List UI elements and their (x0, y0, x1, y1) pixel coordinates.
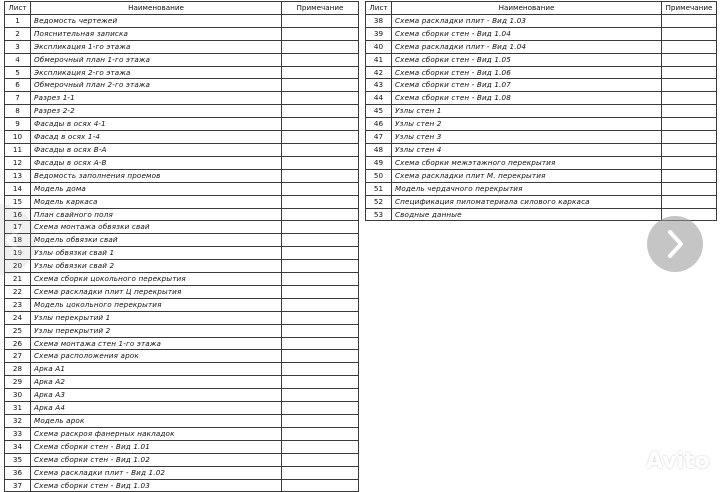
sheet-note (662, 131, 717, 144)
sheet-number: 37 (5, 479, 31, 492)
sheet-note (282, 169, 359, 182)
sheet-name: Экспликация 1-го этажа (31, 40, 282, 53)
table-row (5, 427, 359, 440)
table-header-row (366, 2, 717, 15)
sheet-name: Узлы обвязки свай 2 (31, 260, 282, 273)
sheet-number: 35 (5, 453, 31, 466)
watermark-text: Avito (646, 449, 710, 474)
sheet-name: Обмерочный план 2-го этажа (31, 79, 282, 92)
table-row (366, 14, 717, 27)
sheet-name: Модель каркаса (31, 195, 282, 208)
sheet-note (662, 92, 717, 105)
sheet-name: Схема сборки стен - Вид 1.01 (31, 440, 282, 453)
table-row (5, 208, 359, 221)
sheet-note (282, 337, 359, 350)
table-row (5, 415, 359, 428)
sheet-note (282, 40, 359, 53)
sheet-number: 12 (5, 156, 31, 169)
sheet-name: Схема раскладки плит - Вид 1.03 (392, 14, 662, 27)
sheet-number: 32 (5, 415, 31, 428)
sheet-name: Схема сборки стен - Вид 1.06 (392, 66, 662, 79)
sheet-note (282, 118, 359, 131)
sheet-note (662, 105, 717, 118)
sheet-number: 45 (366, 105, 392, 118)
table-row (5, 156, 359, 169)
table-row (366, 66, 717, 79)
table-row (5, 402, 359, 415)
table-row (5, 389, 359, 402)
chevron-left-icon (0, 204, 36, 276)
table-row (366, 118, 717, 131)
table-row (5, 311, 359, 324)
sheet-number: 41 (366, 53, 392, 66)
column-header-note: Примечание (282, 2, 359, 15)
sheet-number: 5 (5, 66, 31, 79)
sheet-name: Узлы стен 4 (392, 143, 662, 156)
sheet-name: Схема раскладки плит - Вид 1.04 (392, 40, 662, 53)
table-row (5, 363, 359, 376)
sheet-number: 46 (366, 118, 392, 131)
sheet-name: Схема сборки стен - Вид 1.03 (31, 479, 282, 492)
sheet-note (282, 182, 359, 195)
sheet-name: Схема сборки стен - Вид 1.07 (392, 79, 662, 92)
table-row (5, 92, 359, 105)
table-row (5, 40, 359, 53)
sheet-number: 20 (5, 260, 31, 273)
sheet-number: 30 (5, 389, 31, 402)
sheet-name: Арка А3 (31, 389, 282, 402)
sheet-note (282, 350, 359, 363)
sheet-note (662, 169, 717, 182)
sheet-note (282, 285, 359, 298)
sheet-note (282, 247, 359, 260)
table-row (5, 143, 359, 156)
table-row (5, 221, 359, 234)
table-row (5, 66, 359, 79)
sheet-number: 47 (366, 131, 392, 144)
sheet-name: Фасады в осях А-В (31, 156, 282, 169)
avito-logo-icon (612, 448, 642, 478)
sheet-number: 48 (366, 143, 392, 156)
table-row (5, 376, 359, 389)
sheet-number: 39 (366, 27, 392, 40)
table-row (5, 131, 359, 144)
sheet-name: Модель обвязки свай (31, 234, 282, 247)
sheet-note (662, 118, 717, 131)
sheet-note (662, 66, 717, 79)
sheet-name: План свайного поля (31, 208, 282, 221)
sheet-number: 16 (5, 208, 31, 221)
table-row (5, 273, 359, 286)
sheet-number: 17 (5, 221, 31, 234)
sheet-number: 8 (5, 105, 31, 118)
sheet-note (282, 53, 359, 66)
sheet-note (662, 14, 717, 27)
sheet-number: 33 (5, 427, 31, 440)
sheet-note (282, 66, 359, 79)
sheet-number: 40 (366, 40, 392, 53)
sheet-number: 15 (5, 195, 31, 208)
sheet-name: Узлы обвязки свай 1 (31, 247, 282, 260)
sheet-note (282, 234, 359, 247)
prev-image-button[interactable] (0, 204, 36, 276)
sheet-number: 44 (366, 92, 392, 105)
sheet-number: 18 (5, 234, 31, 247)
sheet-name: Схема монтажа обвязки свай (31, 221, 282, 234)
sheet-number: 13 (5, 169, 31, 182)
sheet-note (662, 79, 717, 92)
table-row (5, 79, 359, 92)
sheet-name: Схема раскладки плит М. перекрытия (392, 169, 662, 182)
sheet-number: 9 (5, 118, 31, 131)
sheet-note (282, 156, 359, 169)
table-row (366, 40, 717, 53)
sheet-name: Схема сборки стен - Вид 1.05 (392, 53, 662, 66)
table-row (5, 118, 359, 131)
sheet-note (282, 221, 359, 234)
sheet-note (282, 143, 359, 156)
sheet-number: 11 (5, 143, 31, 156)
sheet-number: 53 (366, 208, 392, 221)
table-row (366, 169, 717, 182)
sheet-number: 28 (5, 363, 31, 376)
sheet-note (282, 273, 359, 286)
sheet-number: 38 (366, 14, 392, 27)
sheet-name: Фасады в осях 4-1 (31, 118, 282, 131)
table-row (5, 105, 359, 118)
sheet-note (662, 182, 717, 195)
sheet-note (282, 298, 359, 311)
column-header-name: Наименование (31, 2, 282, 15)
sheet-name: Схема сборки стен - Вид 1.08 (392, 92, 662, 105)
sheet-number: 34 (5, 440, 31, 453)
table-row (5, 440, 359, 453)
sheet-note (282, 324, 359, 337)
sheet-name: Модель арок (31, 415, 282, 428)
table-row (5, 169, 359, 182)
table-row (366, 195, 717, 208)
table-row (366, 27, 717, 40)
sheet-name: Модель чердачного перекрытия (392, 182, 662, 195)
sheet-note (282, 14, 359, 27)
sheet-name: Разрез 2-2 (31, 105, 282, 118)
sheet-note (282, 363, 359, 376)
sheet-note (282, 105, 359, 118)
table-row (5, 27, 359, 40)
table-header-row (5, 2, 359, 15)
sheet-note (282, 453, 359, 466)
sheet-name: Обмерочный план 1-го этажа (31, 53, 282, 66)
sheet-number: 22 (5, 285, 31, 298)
sheet-name: Узлы стен 2 (392, 118, 662, 131)
column-header-note: Примечание (662, 2, 717, 15)
table-row (5, 337, 359, 350)
sheet-name: Схема раскладки плит Ц перекрытия (31, 285, 282, 298)
sheet-note (282, 479, 359, 492)
sheet-note (282, 427, 359, 440)
sheet-name: Модель цокольного перекрытия (31, 298, 282, 311)
table-row (366, 79, 717, 92)
table-row (5, 234, 359, 247)
table-row (5, 466, 359, 479)
sheet-name: Арка А4 (31, 402, 282, 415)
sheet-note (282, 466, 359, 479)
sheet-number: 27 (5, 350, 31, 363)
sheet-number: 1 (5, 14, 31, 27)
sheet-name: Сводные данные (392, 208, 662, 221)
table-body-left (5, 14, 359, 492)
sheet-number: 14 (5, 182, 31, 195)
sheet-name: Разрез 1-1 (31, 92, 282, 105)
table-row (366, 131, 717, 144)
sheet-name: Схема монтажа стен 1-го этажа (31, 337, 282, 350)
column-header-sheet: Лист (5, 2, 31, 15)
drawings-table-right (365, 1, 717, 221)
sheet-name: Арка А1 (31, 363, 282, 376)
sheet-number: 6 (5, 79, 31, 92)
sheet-number: 26 (5, 337, 31, 350)
sheet-name: Схема раскроя фанерных накладок (31, 427, 282, 440)
sheet-number: 3 (5, 40, 31, 53)
sheet-number: 52 (366, 195, 392, 208)
table-row (5, 453, 359, 466)
table-body-right (366, 14, 717, 221)
column-header-sheet: Лист (366, 2, 392, 15)
sheet-number: 19 (5, 247, 31, 260)
sheet-name: Фасад в осях 1-4 (31, 131, 282, 144)
sheet-name: Схема сборки цокольного перекрытия (31, 273, 282, 286)
table-row (5, 260, 359, 273)
sheet-number: 31 (5, 402, 31, 415)
sheet-name: Модель дома (31, 182, 282, 195)
sheet-note (282, 260, 359, 273)
sheet-name: Узлы стен 1 (392, 105, 662, 118)
sheet-note (662, 143, 717, 156)
sheet-note (282, 131, 359, 144)
table-row (366, 92, 717, 105)
sheet-note (282, 311, 359, 324)
sheet-number: 24 (5, 311, 31, 324)
sheet-number: 43 (366, 79, 392, 92)
drawings-table-left (4, 1, 359, 492)
sheet-name: Узлы перекрытий 2 (31, 324, 282, 337)
table-row (366, 182, 717, 195)
sheet-number: 42 (366, 66, 392, 79)
sheet-name: Ведомость заполнения проемов (31, 169, 282, 182)
sheet-name: Схема сборки стен - Вид 1.04 (392, 27, 662, 40)
sheet-name: Узлы стен 3 (392, 131, 662, 144)
avito-watermark (612, 448, 718, 478)
sheet-number: 7 (5, 92, 31, 105)
sheet-number: 23 (5, 298, 31, 311)
sheet-name: Экспликация 2-го этажа (31, 66, 282, 79)
sheet-number: 2 (5, 27, 31, 40)
sheet-number: 25 (5, 324, 31, 337)
sheet-name: Пояснительная записка (31, 27, 282, 40)
sheet-note (662, 156, 717, 169)
table-row (5, 53, 359, 66)
sheet-note (662, 195, 717, 208)
sheet-number: 4 (5, 53, 31, 66)
sheet-number: 49 (366, 156, 392, 169)
table-row (5, 182, 359, 195)
sheet-note (282, 376, 359, 389)
table-row (366, 156, 717, 169)
table-row (5, 479, 359, 492)
sheet-note (282, 195, 359, 208)
sheet-name: Арка А2 (31, 376, 282, 389)
table-row (5, 298, 359, 311)
table-row (5, 324, 359, 337)
table-row (366, 53, 717, 66)
sheet-name: Схема расположения арок (31, 350, 282, 363)
table-row (5, 14, 359, 27)
sheet-number: 10 (5, 131, 31, 144)
sheet-note (282, 208, 359, 221)
sheet-note (282, 79, 359, 92)
sheet-name: Схема раскладки плит - Вид 1.02 (31, 466, 282, 479)
sheet-note (662, 27, 717, 40)
next-image-button[interactable] (647, 216, 703, 272)
sheet-name: Схема сборки межэтажного перекрытия (392, 156, 662, 169)
sheet-number: 51 (366, 182, 392, 195)
sheet-note (282, 440, 359, 453)
chevron-right-icon (647, 216, 703, 272)
sheet-note (662, 40, 717, 53)
table-row (5, 247, 359, 260)
sheet-name: Ведомость чертежей (31, 14, 282, 27)
sheet-number: 29 (5, 376, 31, 389)
table-row (5, 285, 359, 298)
sheet-note (282, 389, 359, 402)
sheet-number: 21 (5, 273, 31, 286)
column-header-name: Наименование (392, 2, 662, 15)
sheet-note (282, 27, 359, 40)
table-row (366, 143, 717, 156)
table-row (5, 350, 359, 363)
table-row (5, 195, 359, 208)
sheet-note (282, 92, 359, 105)
sheet-note (282, 415, 359, 428)
sheet-name: Узлы перекрытий 1 (31, 311, 282, 324)
table-row (366, 105, 717, 118)
sheet-number: 36 (5, 466, 31, 479)
sheet-note (662, 53, 717, 66)
sheet-name: Фасады в осях В-А (31, 143, 282, 156)
sheet-name: Схема сборки стен - Вид 1.02 (31, 453, 282, 466)
sheet-number: 50 (366, 169, 392, 182)
sheet-note (282, 402, 359, 415)
sheet-name: Спецификация пиломатериала силового каркаса (392, 195, 662, 208)
